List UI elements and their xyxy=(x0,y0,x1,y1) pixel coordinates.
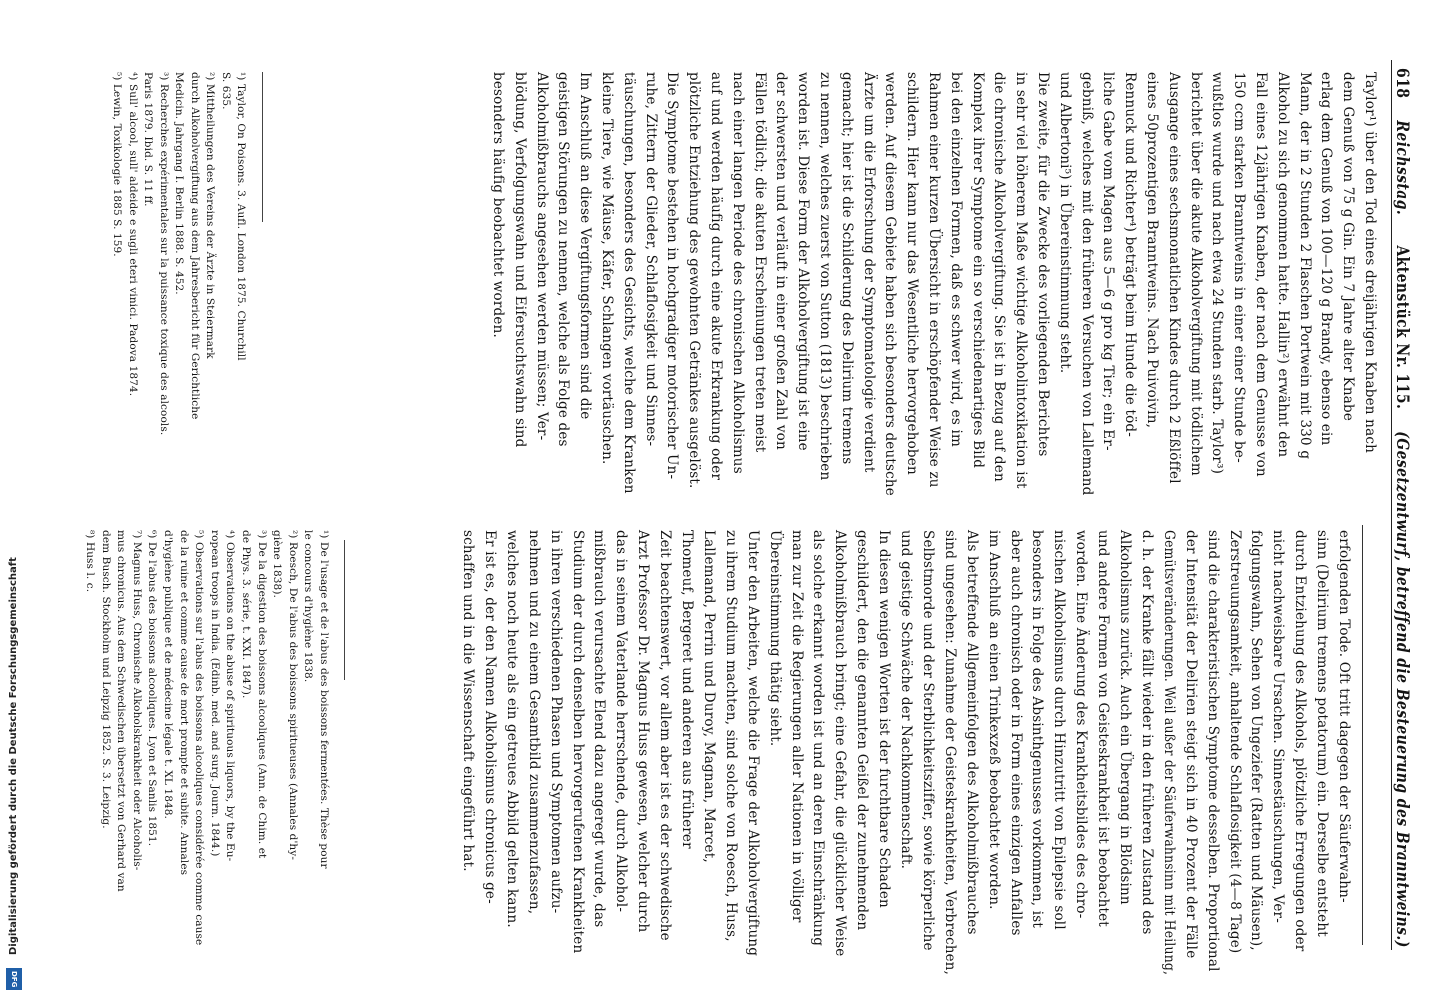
text-line: mißbrauch verursachte Elend dazu angeregt wurde, das xyxy=(591,530,608,928)
text-line: nischen Alkoholismus durch Hinzutritt von Epilepsie soll xyxy=(1051,530,1068,930)
text-line: Arzt Professor Dr. Magnus Huss gewesen, welcher durch xyxy=(635,530,652,933)
text-line: Alkohol zu sich genommen hatte. Hallin²) erwähnt den xyxy=(1274,72,1291,458)
text-line: kleine Tiere, wie Mäuse, Käfer, Schlangen vortäuschen. xyxy=(599,72,615,465)
text-line: zu nennen, welches zuerst von Sutton (1813) beschrieben xyxy=(817,72,833,481)
text-line: d. h. der Kranke fällt wieder in den früheren Zustand des xyxy=(1138,530,1155,935)
text-line: Selbstmorde und der Sterblichkeitsziffer, sowie körperliche xyxy=(919,530,936,951)
footnote-line: ⁸) Huss l. c. xyxy=(84,530,96,593)
text-line: besonders in Folge des Absinthgenusses vorkommen, ist xyxy=(1029,530,1046,929)
text-line: liche Gabe vom Magen aus 5—6 g pro kg Tier; ein Er- xyxy=(1100,72,1117,451)
text-line: Rennuck und Richter⁴) beträgt beim Hunde die töd- xyxy=(1122,72,1139,438)
text-line: Im Anschluß an diese Vergiftungsformen sind die xyxy=(577,72,594,420)
dfg-logo-icon: DFG xyxy=(6,968,22,990)
footnote-line: Paris 1879. Ibid. S. 11 ff. xyxy=(142,72,154,207)
text-line: in sehr viel höherem Maße wichtige Alkoholintoxikation ist xyxy=(1013,72,1030,489)
text-line: worden ist. Diese Form der Alkoholvergiftung ist eine xyxy=(795,72,812,451)
text-line: werden. Auf diesem Gebiete haben sich besonders deutsche xyxy=(882,72,899,496)
footnote-line: ³) De la digestion des boissons alcooliques (Ann. de Chim. et xyxy=(255,530,268,859)
text-line: sinn (Delirium tremens potatorum) ein. Derselbe entsteht xyxy=(1314,530,1331,937)
digitization-credit-bar xyxy=(0,0,28,1000)
footnote-line: mus chronicus. Aus dem Schwedischen übersetzt von Gerhard van xyxy=(115,530,128,892)
text-line: Fall eines 12jährigen Knaben, der nach dem Genusse von xyxy=(1253,72,1269,477)
footnote-line: ²) Roesch, De l'abus des boissons spiritueuses (Annales d'hy- xyxy=(286,530,299,860)
text-line: Unter den Arbeiten, welche die Frage der Alkoholvergiftung xyxy=(744,530,761,957)
footnote-line: ⁴) Observations on the abuse of spirituous liquors, by the Eu- xyxy=(224,530,237,862)
text-line: blödung, Verfolgungswahn und Eifersuchtswahn sind xyxy=(511,72,528,448)
footnote-rule-right xyxy=(344,540,345,680)
text-line: Zerstreuungsamkeit, anhaltende Schlaflosigkeit (4—8 Tage) xyxy=(1226,530,1243,954)
text-line: Fällen tödlich; die akuten Erscheinungen treten meist xyxy=(751,72,768,453)
footnote-line: d'hygiène publique et de médecine légale t. XL 1848. xyxy=(162,530,174,819)
digitization-credit-text: Digitalisierung gefördert durch die Deutsche Forschungsgemeinschaft xyxy=(8,557,19,955)
text-line: Die Symptome bestehen in hochgradiger motorischer Un- xyxy=(664,72,681,480)
footnote-line: de la ruine et comme cause de mort prompte et subite. Annales xyxy=(177,530,190,876)
text-line: schildern. Hier kann nur das Wesentliche hervorgehoben xyxy=(904,72,921,475)
text-line: Alkoholmißbrauch bringt; eine Gefahr, die glücklicher Weise xyxy=(832,530,849,957)
text-line: geistigen Störungen zu nennen, welche als Folge des xyxy=(555,72,572,447)
page-number: 618 xyxy=(1392,68,1412,99)
section-title: Aktenstück Nr. 115. xyxy=(1392,245,1412,410)
text-line: Zeit beachtenswert, vor allem aber ist es der schwedische xyxy=(657,530,674,941)
text-line: erlag dem Genuß von 100—120 g Brandy, ebenso ein xyxy=(1318,72,1335,446)
footnote-line: ⁶) De l'abus des boissons alcooliques. Lyon et Sanlis 1851. xyxy=(146,530,159,847)
text-line: und geistige Schwäche der Nachkommenschaft. xyxy=(898,530,914,870)
footnote-line: ³) Recherches expérimentales sur la puissance toxique des alcools. xyxy=(157,72,170,436)
text-line: der schwersten und verläuft in einer großen Zahl von xyxy=(773,72,790,450)
text-line: der Intensität der Delirien steigt sich in 40 Prozent der Fälle xyxy=(1182,530,1199,959)
text-line: schaffen und in die Wissenschaft eingeführt hat. xyxy=(460,530,476,872)
text-line: die chronische Alkoholvergiftung. Sie ist in Bezug auf den xyxy=(991,72,1008,482)
text-line: bei den einzelnen Formen, daß es schwer wird, es im xyxy=(947,72,964,447)
footnote-line: ropean troops in India. (Edinb. med. and surg. Journ. 1844.) xyxy=(208,530,221,857)
text-line: zu ihrem Studium machten, sind solche von Roesch, Huss, xyxy=(722,530,739,942)
header-rule xyxy=(1391,60,1392,950)
text-line: das in seinem Vaterlande herrschende, durch Alkohol- xyxy=(613,530,630,913)
text-line: Taylor¹) über den Tod eines dreijährigen Knaben nach xyxy=(1362,72,1378,453)
footnote-line: Medicin. Jahrgang I. Berlin 1888. S. 452. xyxy=(173,72,185,295)
text-line: gemacht; hier ist die Schilderung des Delirium tremens xyxy=(838,72,855,465)
text-line: Alkoholmißbrauchs angesehen werden müssen; Ver- xyxy=(533,72,550,441)
footnote-line: giène 1838). xyxy=(271,530,284,598)
footnote-line: le concours d'hygiène 1838. xyxy=(302,530,315,683)
text-line: Gemütsveränderungen. Weil außer der Säuferwahnsinn mit Heilung, xyxy=(1160,530,1177,976)
document-subtitle: (Gesetzentwurf, betreffend die Besteuerung des Branntweins.) xyxy=(1392,431,1412,948)
footnote-rule-left xyxy=(262,72,263,222)
text-line: gebniß, welches mit den früheren Versuchen von Lallemand xyxy=(1078,72,1095,496)
text-line: aber auch chronisch oder in Form eines einzigen Anfalles xyxy=(1007,530,1024,936)
footnote-line: ¹) Taylor, On Poisons. 3. Aufl. London 1875. Churchill xyxy=(235,72,247,361)
text-line: und Albertoni⁵) in Übereinstimmung steht. xyxy=(1056,72,1073,374)
text-line: Studium der durch denselben hervorgerufenen Krankheiten xyxy=(569,530,586,954)
text-line: man zur Zeit die Regierungen aller Nationen in völliger xyxy=(788,530,805,923)
text-line: im Anschluß an einen Trinkexzeß beobachtet worden. xyxy=(985,530,1002,910)
text-line: welches noch heute als ein getreues Abbild gelten kann. xyxy=(503,530,520,928)
text-line: besonders häufig beobachtet worden. xyxy=(490,72,506,338)
text-line: Ausgange eines sechsmonatlichen Kindes durch 2 Eßlöffel xyxy=(1165,72,1182,484)
footnote-line: de Phys. 3. série, t. XXI. 1847). xyxy=(240,530,252,699)
text-line: täuschungen, besonders des Gesichts, welche dem Kranken xyxy=(620,72,637,494)
text-line: Übereinstimmung thätig sieht. xyxy=(766,530,783,747)
text-line: nach einer langen Periode des chronischen Alkoholismus xyxy=(729,72,746,474)
footnote-line: ²) Mittheilungen des Vereins der Ärzte in Steiermark xyxy=(204,72,216,359)
text-line: erfolgenden Tode. Oft tritt dagegen der Säuferwahn- xyxy=(1336,530,1352,903)
footnote-line: ⁷) Magnus Huss, Chronische Alkoholskrankheit oder Alcoholis- xyxy=(130,530,143,871)
text-line: worden. Eine Änderung des Krankheitsbildes des chro- xyxy=(1073,530,1090,919)
text-line: Lallemand, Perrin und Duroy, Magnan, Marcet, xyxy=(700,530,717,863)
text-line: Rahmen einer kurzen Übersicht in erschöpfender Weise zu xyxy=(926,72,942,488)
text-line: Als betreffende Allgemeinfolgen des Alkoholmißbrauches xyxy=(963,530,980,935)
text-line: in ihren verschiedenen Phasen und Symptomen aufzu- xyxy=(547,530,564,914)
text-line: auf und werden häufig durch eine akute Erkrankung oder xyxy=(708,72,724,481)
text-line: durch Entziehung des Alkohols, plötzliche Erregungen oder xyxy=(1292,530,1309,952)
text-line: wußtlos wurde und nach etwa 24 Stunden starb. Taylor³) xyxy=(1209,72,1226,475)
text-line: Ärzte um die Erforschung der Symptomatologie verdient xyxy=(860,72,877,473)
column-rule xyxy=(1362,525,1363,945)
footnote-line: dem Busch. Stockholm und Leipzig 1852. S. 3. Leipzig. xyxy=(99,530,112,829)
text-line: 150 ccm starken Branntweins in einer einer Stunde be- xyxy=(1231,72,1248,463)
text-line: Die zweite, für die Zwecke des vorliegenden Berichtes xyxy=(1035,72,1051,457)
footnote-line: ⁵) Lewin, Toxikologie 1885 S. 159. xyxy=(111,72,123,257)
text-line: geschildert, den die genannten Geißel der zunehmenden xyxy=(854,530,871,931)
text-line: sind die charakteristischen Symptome desselben. Proportional xyxy=(1204,530,1221,972)
footnote-line: ¹) De l'usage et de l'abus des boissons fermentées. Thèse pour xyxy=(318,530,330,869)
text-line: nehmen und zu einem Gesamtbild zusammenzufassen, xyxy=(525,530,542,915)
text-line: folgungswahn, Sehen von Ungeziefer (Ratten und Mäusen), xyxy=(1248,530,1265,951)
footnote-line: durch Alkoholvergiftung aus dem Jahresbericht für Gerichtliche xyxy=(188,72,201,420)
journal-title: Reichsstag. xyxy=(1392,120,1412,216)
text-line: und andere Formen von Geisteskrankheit ist beobachtet xyxy=(1095,530,1112,927)
text-line: als solche erkannt worden ist und an deren Einschränkung xyxy=(810,530,827,947)
text-line: dem Genuß von 75 g Gin. Ein 7 Jahre alter Knabe xyxy=(1340,72,1357,422)
text-line: berichtet über die akute Alkoholvergiftung mit tödlichem xyxy=(1187,72,1204,476)
text-line: nicht nachweisbare Ursachen. Sinnestäuschungen, Ver- xyxy=(1270,530,1287,923)
text-line: Er ist es, der den Namen Alkoholismus chronicus ge- xyxy=(481,530,498,904)
text-line: Komplex ihrer Symptome ein so verschiedenartiges Bild xyxy=(969,72,986,469)
text-line: Mann, der in 2 Stunden 2 Flaschen Portwein mit 330 g xyxy=(1296,72,1313,460)
text-line: In diesen wenigen Worten ist der furchtbare Schaden xyxy=(876,530,893,908)
footnote-line: ⁵) Observations sur l'abus des boissons alcooliques considérée comme cause xyxy=(193,530,206,946)
text-line: plötzliche Entziehung des gewohnten Getränkes ausgelöst. xyxy=(686,72,703,489)
footnote-line: S. 635. xyxy=(219,72,232,110)
text-line: Alkoholismus zurück. Auch ein Übergang in Blödsinn xyxy=(1117,530,1133,905)
text-line: Thomeuf, Bergeret und anderen aus früherer xyxy=(679,530,695,849)
text-line: eines 50prozentigen Branntweins. Nach Puivoivin, xyxy=(1144,72,1160,429)
running-header xyxy=(1392,68,1412,948)
text-line: ruhe, Zittern der Glieder, Schlaflosigkeit und Sinnes- xyxy=(642,72,659,447)
footnote-line: ⁴) Sull' alcool, sull' aldeide e sugli eteri vinici. Padova 1874. xyxy=(126,72,139,397)
text-line: sind ungesehen: Zunahme der Geisteskrankheiten, Verbrechen, xyxy=(941,530,958,976)
